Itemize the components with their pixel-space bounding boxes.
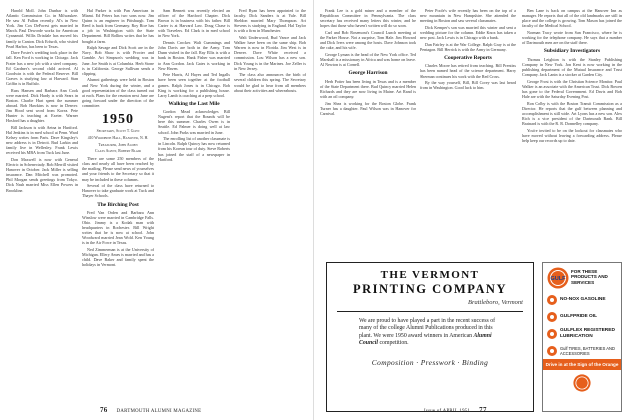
gulf-product-row (543, 308, 621, 325)
paragraph: Russ Hansen and Barbara Ann Cook were married. Dick Hardy is with Sears in Boston. Charlie Hart spent the summer abroad. Bob Hawkins is now in Denver. Jim Hood sent word from Korea. Pete Hunter is teaching at Exeter. Warner Hosford has a daughter. (6, 87, 78, 124)
paragraph: Peter Poole's wife recently has been on the top of a new mountain in New Hampshire. She attended the meeting in Boston and saw several classmates. (420, 8, 516, 24)
ad-title-line-1: THE VERMONT (380, 269, 480, 281)
gulf-ad (542, 262, 622, 412)
ad-location: Brattleboro, Vermont (467, 299, 523, 306)
gulf-product-row (543, 325, 621, 342)
paragraph: You're invited to be on the lookout for classmates who have moved without leaving a forwarding address. Please help keep our records up to date. (522, 127, 622, 143)
section-heading: Subsidiary Investigators (543, 48, 601, 55)
no-nox-icon (547, 295, 557, 305)
section-heading: George Harrison (348, 70, 388, 77)
gulf-header (543, 263, 621, 291)
paragraph: Ned Zimmerman is at the University of Michigan. Ellery Ames is married and has a child. Dave Baker and family spent the holidays in Vermont. (82, 247, 154, 268)
paragraph: Alumni gatherings were held in Boston and New York during the winter, and a good representation of the class turned out at each. Plans for the reunion next June are going forward under the direction of the committee. (82, 77, 154, 108)
page-number: 76 (100, 406, 108, 414)
gulf-slogan-bar: Drive in at the Sign of the Orange (543, 359, 621, 370)
paragraph: Ralph Savage and Dick Scott are in the Navy. Bob Shaw is with Procter and Gamble. Art Simpson's wedding was in June. Joe Smith is at Columbia. Herb Stone is in California. George Sullivan sends a clipping. (82, 45, 154, 76)
right-column-2 (420, 8, 516, 256)
page-footer (424, 406, 487, 414)
section-heading: The Birching Post (97, 201, 139, 208)
ad-body-text-end: competition. (379, 340, 409, 347)
section-heading: Cooperative Reports (444, 54, 492, 61)
paragraph: Jim Shea is working for the Boston Globe. Frank Turner has a daughter. Paul Wilson was in Hanover for Carnival. (320, 100, 416, 116)
vermont-printing-ad (326, 262, 534, 412)
paragraph: Norman Tracy wrote from San Francisco, where he is working for the telephone company. He says that a number of Dartmouth men are on the staff there. (522, 29, 622, 46)
left-column-4 (234, 8, 306, 406)
paragraph: Don Maxwell is now with General Electric in Schenectady. Bob Merrill visited Hanover in October. Jack Miller is selling insurance. Dan Mitchell was promoted. Phil Morgan sends greetings from Tokyo. Dick Nash married Miss Ellen Powers in Brookline. (6, 157, 78, 193)
paragraph: Fred Ryan has been appointed to the faculty. Dick Sanders is at Yale. Bill Sheldon married Mary Thompson. Art Stevens is studying in England. Hal Taylor is with a firm in Manchester. (234, 8, 306, 34)
orange-disc-icon (573, 374, 591, 392)
paragraph: Frank Lee is a gold miner and a member of the Republican Committee in Pennsylvania. The class secretary has received many letters this winter, and he hopes that those who haven't written will do so soon. (320, 8, 416, 29)
paragraph: There are some 250 members of the class and nearly all have been reached by the mailing. Please send news of yourselves and your friends to the Secretary so that it may be included in these columns. (82, 156, 154, 182)
left-column-2 (82, 8, 154, 406)
gulf-logo-icon (547, 267, 569, 289)
ad-divider (337, 311, 523, 312)
paragraph: Hal Parker is with Pan American in Miami. Ed Peters has two sons now. Jim Quinn is an engineer in Pittsburgh. Tom Reed is back from Germany. Roy Rice has a job in Washington with the State Department. Bill Rollins writes that he has bought a farm. (82, 8, 154, 44)
class-officer-line: Secretary, Scott T. Glen (96, 128, 140, 133)
gulf-bottom-logo (543, 370, 621, 392)
paragraph: George Frost is with the Christian Science Monitor. Paul Walker is an associate with the American Trust. Dick Bowen has gone to the Federal Government. Ed Davis and Bob Hale are with the Saturday Evening Post. (522, 78, 622, 99)
gulf-product-label: GULFPRIDE OIL (560, 313, 598, 319)
right-column-1 (320, 8, 416, 256)
right-page (314, 0, 628, 420)
page-footer (100, 406, 201, 414)
right-column-3 (522, 8, 622, 256)
paragraph: By the way yourself, Bill, Bill Corey was last heard from in Washington. Good luck to him. (420, 80, 516, 91)
paragraph: George Lyman is the head of the New York office. Ted Marshall is a missionary in Africa and was home on leave. Al Newton is at Cornell. (320, 51, 416, 68)
paragraph: Charles Moore has retired from teaching. Bill Prentiss has been named head of the science department. Harry Sherman continues his work with the Red Cross. (420, 63, 516, 79)
running-footer: DARTMOUTH ALUMNI MAGAZINE (116, 409, 202, 414)
paragraph: Bill Jackson is with Aetna in Hartford. Hal Jenkins is in med school at Penn. Ward Kelsey writes from Paris. Dave Kingsley's new address is in Detroit. Bud Larkin and family live in Wellesley. Frank Lewis received his MBA from Tuck last June. (6, 124, 78, 156)
left-column-1 (6, 8, 78, 406)
gulf-product-label: Gulf TIRES, BATTERIES AND ACCESSORIES (560, 345, 615, 356)
paragraph: Sam Bennett was recently elected an officer of the Hartford Chapter. Dick Brown is in business with his father. Bill Carter is at Harvard Law. Doug Chase is with Travelers. Ed Clark is in med school in New York. (158, 8, 230, 39)
gulflex-icon (547, 329, 557, 339)
paragraph: Several of the class have returned to Hanover to take graduate work at Tuck and Thayer Schools. (82, 183, 154, 199)
paragraph: The enrolling list of another classmate is in Lincoln. Ralph Quincy has now returned from his Korean tour of duty. Steve Roberts has joined the staff of a newspaper in Hartford. (158, 136, 230, 162)
paragraph: Harold Moll. John Dunbar is with Atlantic Commission Co. in Milwaukee. He saw Al Fallon recently. Al's in New York. Jim Cox DeForest gets married in March. Paul Deworde works for American Cyanamid. Willis Drisdale has moved his family to Canton. Dick Erfurdt, who visited Pearl Harbor, has been to Texas. (6, 8, 78, 49)
class-officer-line: Treasurer, John Alden (98, 142, 138, 147)
gulf-logo-text: GULF (550, 276, 566, 283)
section-heading: Walking the Last Mile (168, 100, 220, 107)
paragraph: Carl and Bob Rosemont's Council Lunch meeting at the Parker House. Not a surprise, Tom Hale. Jim Howard and Dick Ivers were among the hosts. Dave Johnson took the cake, and his wife. (320, 29, 416, 51)
paragraph: Herb Potter has been living in Texas and is a member of the State Department there. Bud Quincy married Helen Richards and they are now living in Maine. Art Rand is with an oil company. (320, 78, 416, 99)
paragraph: Walt Underwood, Bud Vance and Jack Walker have been on the same ship. Bob Warren is now in Florida. Jim West is in Denver. Dave White received a commission. Lou Wilson has a new son. Dick Young is in the Marines. Joe Zeller is in New Jersey. (234, 35, 306, 71)
class-year-heading: 1950 (102, 111, 134, 127)
paragraph: Dan Fairley is at the War College. Ralph Gray is at the Pentagon. Bill Herrick is with the Army in Germany. (420, 41, 516, 52)
paragraph: Ben Lane is back on campus at the Hanover Inn as manager. He reports that all of the old landmarks are still in place and the college is growing. Tom Mason has joined the faculty of the Medical School. (522, 8, 622, 29)
gulf-headline: FOR THESE PRODUCTS AND SERVICES (571, 269, 608, 285)
paragraph: Dick Kemper's son was married this winter and sent a wedding picture for the column. Eddie Knox has taken a new post. Jack Lewis is in Chicago with a bank. (420, 24, 516, 41)
gulf-product-label: NO-NOX GASOLINE (560, 296, 606, 302)
paragraph: Dennis Crocker. Walt Cummings and John Davis are both in the Army. Tom Dunn visited in the fall. Ray Ellis is with a bank in Boston. Hank Fisher was married to Ann Gordon. Jack Gates is working in New Haven. (158, 40, 230, 71)
paragraph: Ron Colby is with the Boston Transit Commission as a Director. He reports that the gulf between planning and accomplishment is still wide. Art Lyons has a new son. Alex Rich is a vice president of the Dartmouth Bank. Bill Brainard is with the R. R. Donnelley company. (522, 100, 622, 126)
ad-body-text: We are proud to have played a part in the recent success of many of the college Alumni Publications produced in this plant. We were 1950 award winners in American (359, 318, 496, 339)
ad-tagline: Composition · Presswork · Binding (371, 357, 489, 367)
page-number: 77 (479, 406, 487, 414)
gulf-product-label: GULFLEX REGISTERED LUBRICATION (560, 328, 615, 339)
tires-icon (547, 346, 557, 356)
paragraph: Pete Harris, Al Hayes and Ted Ingalls have been seen together at the football games. Ralph Jones is in Chicago. Bob King is working for a publishing house. Larry Lamb is coaching at a prep school. (158, 72, 230, 98)
ad-body (337, 318, 523, 348)
paragraph: Dave Foster's wedding took place in the fall. Ken Ford is working in Chicago. Jack Frater has a new job with a steel company. Ed Gardner's second child arrived. Al Goodwin is with the Federal Reserve. Bill Graves is studying law at Harvard. Stan Griffin is in Buffalo. (6, 50, 78, 86)
paragraph: The class also announces the birth of several children this spring. The Secretary would be glad to hear from all members about their activities and whereabouts. (234, 72, 306, 93)
running-footer: Issue of APRIL 1951 (424, 409, 471, 414)
class-officer-line: 410 Woodbine Hall, Hanover, N. H. (87, 135, 149, 140)
ad-body-emphasis: Alumni Council (359, 332, 492, 347)
ad-title-line-2: PRINTING COMPANY (353, 282, 507, 296)
gulfpride-icon (547, 312, 557, 322)
paragraph: Gordon Mead acknowledges Bill Nugent's report that the Rounds will be here this summer. Charles Owen is in Seattle. Ed Palmer is doing well at law school. John Parks was married in June. (158, 109, 230, 135)
paragraph: Fred Van Orden and Barbara Ann Winslow were married in Cambridge Falls. Ohio. Jimmy is a Kodak man with headquarters in Rochester. Bill Wright writes that he is now at school. John Woodward married Jean Wold. Ken Young is in the Air Force in Texas. (82, 209, 154, 246)
gulf-product-row (543, 291, 621, 308)
gulf-product-row (543, 342, 621, 359)
class-officer-line: Class Agent, Robert Blair (95, 149, 141, 154)
left-column-3 (158, 8, 230, 406)
paragraph: Thomas Leighton is with the Stanley Publishing Company in New York. Jon Kent is now working in the publishing department of the Mutual Insurance and Trust Company. Jack Lanin is a stocker at Garden City. (522, 56, 622, 77)
